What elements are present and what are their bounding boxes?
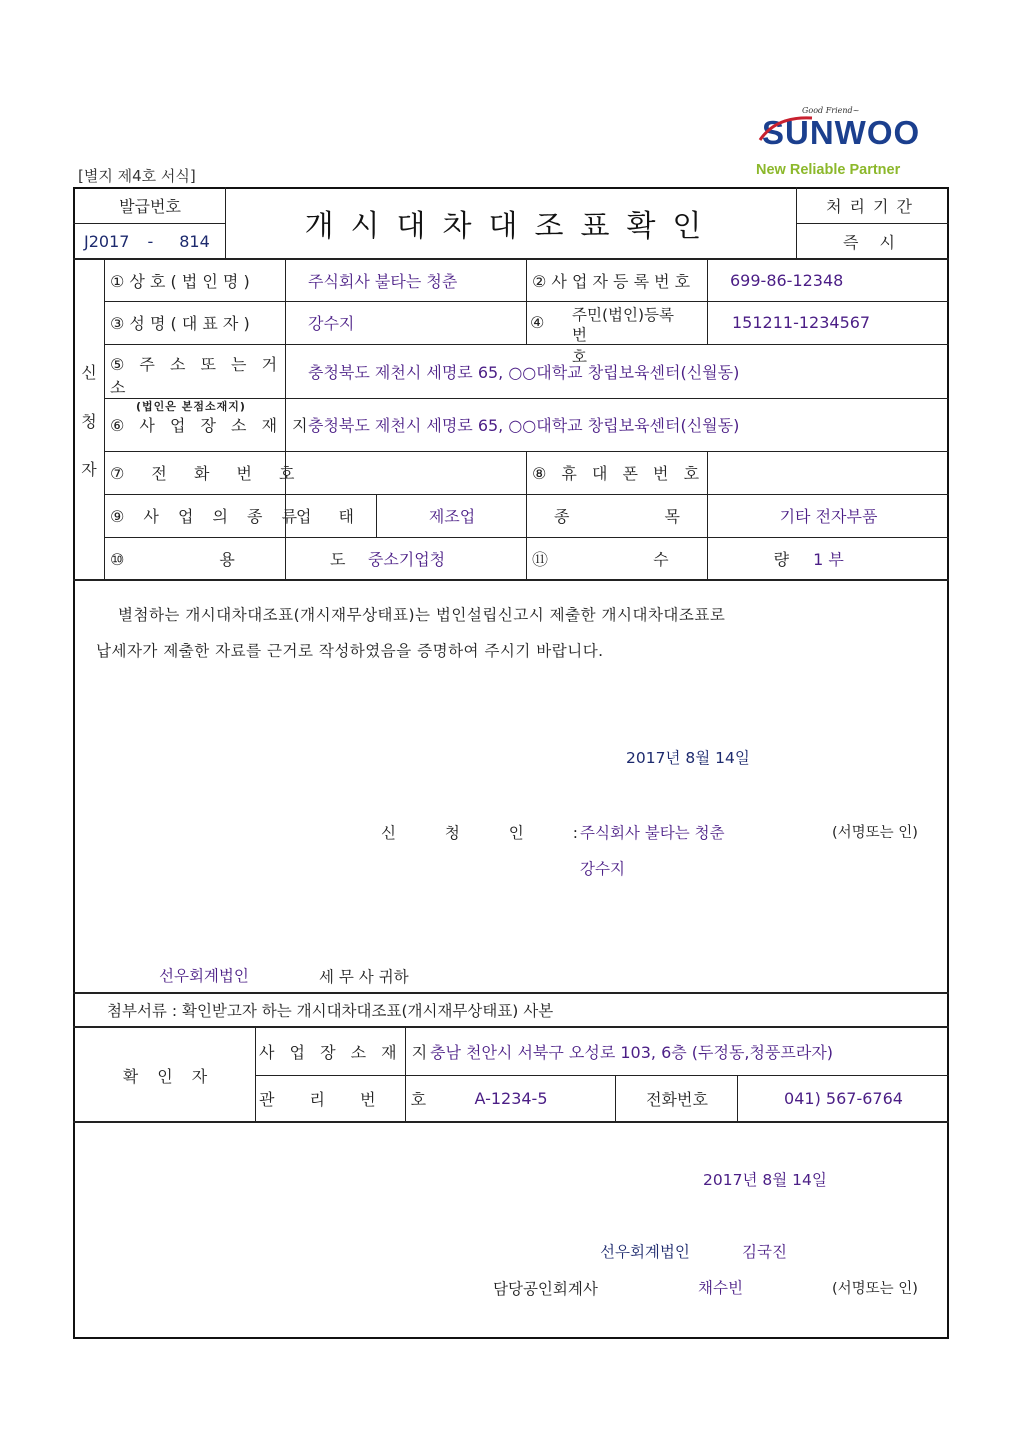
attachment-note: 첨부서류 : 확인받고자 하는 개시대차대조표(개시재무상태표) 사본 xyxy=(107,1002,554,1020)
representative-label: ③ 성 명 ( 대 표 자 ) xyxy=(110,314,250,333)
resident-number-value: 151211-1234567 xyxy=(732,313,871,332)
cpa-sign-note: (서명또는 인) xyxy=(832,1281,918,1297)
applicant-sign-company: 주식회사 불타는 청춘 xyxy=(580,824,725,842)
representative-value: 강수지 xyxy=(308,314,355,333)
issue-number-label: 발급번호 xyxy=(119,196,181,216)
request-date: 2017년 8월 14일 xyxy=(626,749,750,767)
addressee-firm: 선우회계법인 xyxy=(159,967,249,985)
issue-number-value xyxy=(84,224,224,258)
confirmer-phone-value: 041) 567-6764 xyxy=(784,1089,903,1108)
confirm-firm-person: 김국진 xyxy=(742,1243,787,1261)
logo-swoosh-icon xyxy=(756,110,816,150)
phone-value xyxy=(308,452,523,493)
request-paragraph-line1: 별첨하는 개시대차대조표(개시재무상태표)는 법인설립신고시 제출한 개시대차대조표로 xyxy=(118,606,726,624)
phone-label: ⑦ 전 화 번 호 xyxy=(110,464,295,483)
addressee-suffix: 세 무 사 귀하 xyxy=(319,968,409,986)
applicant-sign-note: (서명또는 인) xyxy=(832,825,918,841)
business-location-label: ⑥ 사 업 장 소 재 지 xyxy=(110,416,313,435)
business-item-label: 종 목 xyxy=(554,507,680,526)
request-paragraph-line2: 납세자가 제출한 자료를 근거로 작성하였음을 증명하여 주시기 바랍니다. xyxy=(96,642,604,660)
confirm-firm: 선우회계법인 xyxy=(600,1243,690,1261)
processing-period-value: 즉 시 xyxy=(843,232,903,252)
business-item-value: 기타 전자부품 xyxy=(779,507,878,526)
business-location-value: 충청북도 제천시 세명로 65, ○○대학교 창립보육센터(신월동) xyxy=(308,416,740,435)
logo-brand: SUNWOO xyxy=(762,114,921,151)
applicant-sign-person: 강수지 xyxy=(580,860,625,878)
mobile-value xyxy=(730,452,945,493)
confirm-date: 2017년 8월 14일 xyxy=(703,1171,827,1189)
address-value: 충청북도 제천시 세명로 65, ○○대학교 창립보육센터(신월동) xyxy=(308,362,740,382)
issue-number-dash: - xyxy=(147,231,154,251)
business-category-label: 업 태 xyxy=(296,507,354,526)
applicant-side-label: 신 청 자 xyxy=(81,363,97,479)
sunwoo-logo xyxy=(756,106,946,180)
confirmer-phone-label: 전화번호 xyxy=(646,1090,708,1109)
cpa-name: 채수빈 xyxy=(698,1279,743,1297)
company-name-label: ① 상 호 ( 법 인 명 ) xyxy=(110,271,250,291)
confirmer-label: 확 인 자 xyxy=(122,1066,208,1086)
applicant-sign-label: 신 청 인 : xyxy=(381,824,578,842)
resident-number-label: 주민(법인)등록 번 호 xyxy=(572,306,674,366)
confirmer-location-label: 사 업 장 소 재 지 xyxy=(259,1042,428,1062)
quantity-value: 1 부 xyxy=(813,550,844,569)
cpa-label: 담당공인회계사 xyxy=(493,1280,598,1298)
document-title: 개시대차대조표확인 xyxy=(304,209,719,244)
issue-number-year: J2017 xyxy=(84,231,130,251)
logo-small-tagline: Good Friend~ xyxy=(802,106,860,115)
quantity-label: ⑪ 수 량 xyxy=(532,550,790,569)
resident-number-label-num: ④ xyxy=(530,313,545,332)
address-label: ⑤ 주 소 또 는 거 소 (법인은 본점소재지) xyxy=(110,355,283,413)
usage-value: 중소기업청 xyxy=(367,550,446,569)
business-category-value: 제조업 xyxy=(428,507,476,526)
mobile-label: ⑧ 휴 대 폰 번 호 xyxy=(532,464,700,483)
usage-label: ⑩ 용 도 xyxy=(110,550,346,569)
issue-number-num: 814 xyxy=(179,231,210,251)
confirmer-mgmt-no-label: 관 리 번 호 xyxy=(259,1090,427,1109)
business-reg-label: ② 사 업 자 등 록 번 호 xyxy=(532,271,691,291)
business-type-label: ⑨ 사 업 의 종 류 xyxy=(110,507,298,526)
company-name-value: 주식회사 불타는 청춘 xyxy=(308,271,458,291)
logo-slogan: New Reliable Partner xyxy=(756,162,901,178)
processing-period-label: 처리기간 xyxy=(826,196,920,216)
confirmer-location-value: 충남 천안시 서북구 오성로 103, 6층 (두정동,청풍프라자) xyxy=(430,1042,834,1062)
business-reg-value: 699-86-12348 xyxy=(730,270,844,290)
confirmer-mgmt-no-value: A-1234-5 xyxy=(474,1089,548,1108)
form-number-label: [별지 제4호 서식] xyxy=(78,167,196,185)
